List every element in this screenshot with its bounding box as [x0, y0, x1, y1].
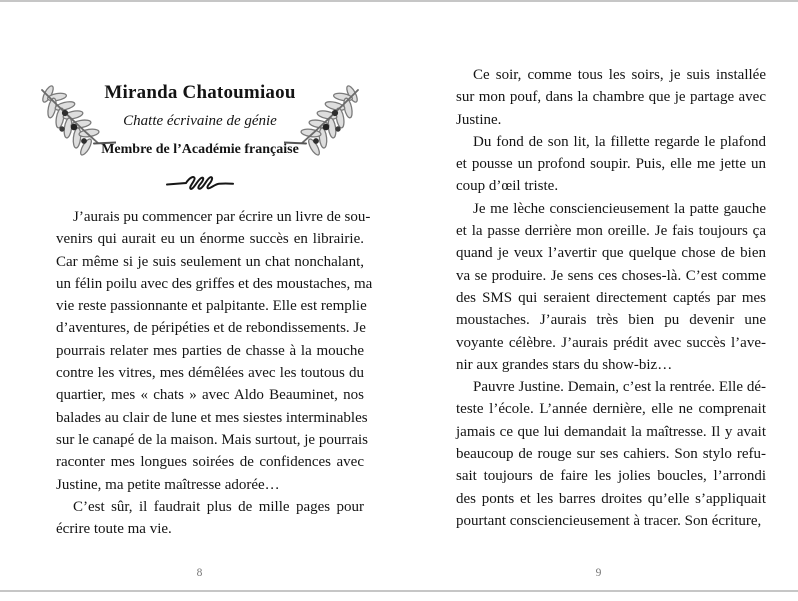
text-line: quartier, mes « chats » avec Aldo Beauminet, nos [56, 387, 364, 404]
text-line: vie reste passionnante et palpitante. Elle est remplie [56, 298, 367, 315]
text-line: pourrais relater mes parties de chasse à la mouche [56, 342, 364, 359]
text-line: sur mon pouf, dans la chambre que je partage avec [456, 89, 766, 106]
text-line: Justine. [456, 111, 502, 128]
text-line: J’aurais pu commencer par écrire un livre de sou- [73, 209, 371, 225]
text-line: des SMS qui seraient directement captés par mes [456, 289, 766, 306]
page-body [456, 64, 766, 532]
text-line: venirs qui aurait eu un énorme succès en librairie. [56, 231, 364, 248]
text-line: Car même si je suis seulement un chat nonchalant, [56, 253, 364, 270]
squiggle-divider-icon [166, 175, 234, 192]
text-line: un félin poilu avec des griffes et des moustaches, ma [56, 275, 373, 292]
paragraph [456, 376, 766, 532]
text-line: écrire toute ma vie. [56, 521, 172, 538]
text-line: nir aux grandes stars du show-biz… [456, 356, 673, 373]
page-left [0, 0, 399, 590]
text-line: contre les vitres, mes démêlées avec les toutous du [56, 365, 364, 382]
text-line: va se produire. Je sens ces choses-là. C’est comme [456, 267, 766, 284]
text-line: jamais ce que lui demandait la maîtresse. Il y avait [456, 423, 766, 440]
author-name: Miranda Chatoumiaou [104, 82, 296, 103]
text-line: beaucoup de rouge sur ses cahiers. Son stylo refu- [456, 446, 766, 463]
text-line: et la passe derrière mon oreille. Je fais toujours ça [456, 223, 766, 240]
text-line: Pauvre Justine. Demain, c’est la rentrée. Elle dé- [473, 379, 766, 396]
paragraph [56, 496, 364, 541]
text-line: raconter mes longues soirées de confidences avec [56, 454, 364, 471]
text-line: sait toujours de faire les jolies boucles, l’arrondi [456, 468, 766, 485]
text-line: balades au clair de lune et mes siestes interminables [56, 409, 368, 426]
paragraph [456, 198, 766, 376]
paragraph [456, 64, 766, 131]
author-affiliation: Membre de l’Académie française [101, 142, 299, 157]
author-subtitle: Chatte écrivaine de génie [123, 113, 277, 129]
text-line: voyante célèbre. J’aurais prédit avec succès l’ave- [456, 334, 766, 351]
text-line: teste l’école. L’année dernière, elle ne comprenait [456, 401, 766, 418]
olive-branch-icon [284, 84, 368, 176]
page-number-left: 8 [196, 567, 203, 579]
text-line: pourtant consciencieusement à tracer. Son écriture, [456, 512, 762, 529]
text-line: sur le canapé de la maison. Mais surtout, je pourrais [56, 431, 368, 448]
text-line: et pousse un profond soupir. Puis, elle me jette un [456, 156, 766, 173]
text-line: Justine, ma petite maîtresse adorée… [56, 476, 280, 493]
text-line: Du fond de son lit, la fillette regarde le plafond [473, 133, 766, 150]
text-line: d’aventures, de péripéties et de rebondissements. Je [56, 320, 366, 337]
text-line: Je me lèche consciencieusement la patte gauche [473, 200, 766, 217]
bottom-rule [0, 590, 798, 592]
chapter-header [34, 74, 366, 193]
text-line: C’est sûr, il faudrait plus de mille pages pour [73, 498, 364, 515]
text-line: quand je veux l’avertir que quelque chose de bien [456, 245, 766, 262]
paragraph [456, 131, 766, 198]
section-divider [34, 175, 366, 193]
text-line: des ponts et les barres droites qu’elle s’appliquait [456, 490, 766, 507]
paragraph [56, 206, 373, 496]
text-line: Ce soir, comme tous les soirs, je suis installée [473, 67, 766, 83]
olive-branch-icon [32, 84, 116, 176]
text-line: moustaches. J’aurais très bien pu devenir une [456, 312, 766, 329]
page-body [56, 206, 373, 540]
page-number-right: 9 [595, 567, 602, 579]
page-right [399, 0, 798, 590]
text-line: coup d’œil triste. [456, 178, 559, 195]
